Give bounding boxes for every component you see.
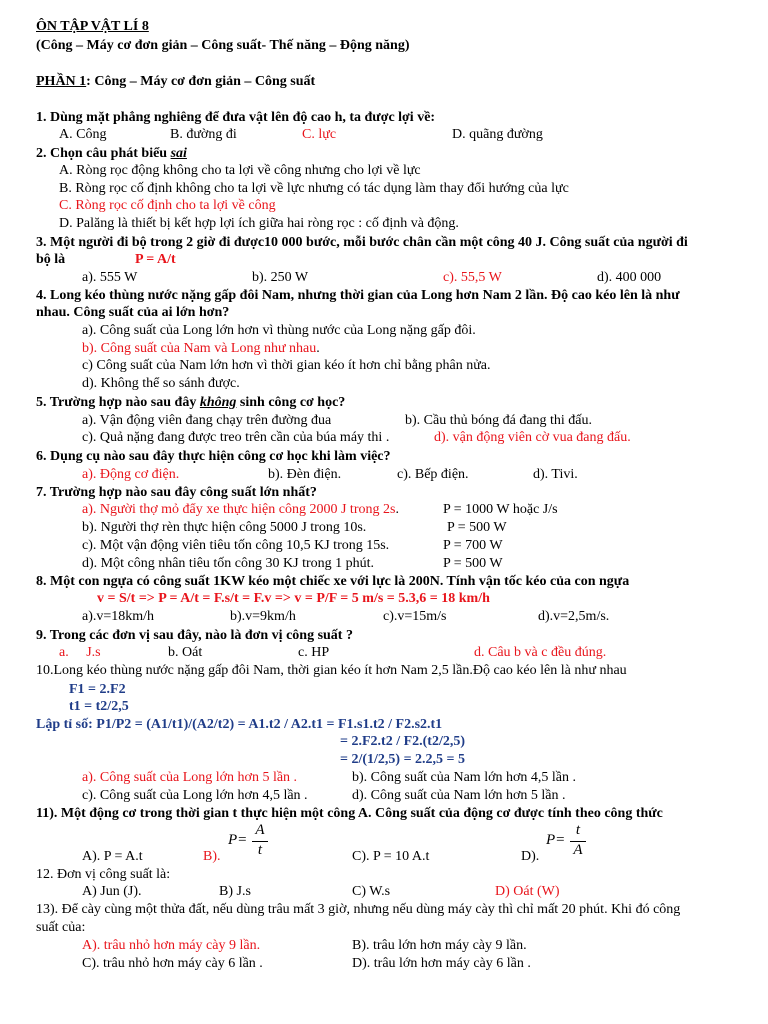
q7-option-a [82,501,399,518]
q7-option-b: b). Người thợ rèn thực hiện công 5000 J trong 10s. [82,520,367,535]
q7-stem: 7. Trường hợp nào sau đây công suất lớn nhất? [36,485,317,500]
q11-b-formula-numerator: A [255,822,265,838]
q10-ratio-line2: = 2.F2.t2 / F2.(t2/2,5) [340,734,466,749]
q6-option-a: a). Động cơ điện. [82,467,180,482]
q11-stem: 11). Một động cơ trong thời gian t thực hiện một công A. Công suất của động cơ được tính theo công thức [36,806,663,821]
q10-option-b: b). Công suất của Nam lớn hơn 4,5 lần . [352,770,576,785]
part-heading [36,73,315,90]
q11-d-formula-lhs: P= [546,832,566,848]
q3-stem-line2: bộ là [36,252,66,267]
q11-option-d-formula [546,822,590,862]
q10-given-t1: t1 = t2/2,5 [69,699,129,714]
q10-option-a: a). Công suất của Long lớn hơn 5 lần . [82,770,298,785]
q8-solution: v = S/t => P = A/t = F.s/t = F.v => v = P/F = 5 m/s = 5.3,6 = 18 km/h [97,591,490,606]
q7-option-d: d). Một công nhân tiêu tốn công 30 KJ trong 1 phút. [82,556,375,571]
q3-formula: P = A/t [135,252,176,267]
q13-option-b: B). trâu lớn hơn máy cày 9 lần. [352,938,527,953]
q3-option-d: d). 400 000 [597,270,662,285]
q11-option-a: A). P = A.t [82,849,143,864]
q4-option-b-tail: . [316,341,320,356]
q13-stem-line2: suất của: [36,920,86,935]
q5-option-b: b). Cầu thủ bóng đá đang thi đấu. [405,413,593,428]
q10-option-c: c). Công suất của Long lớn hơn 4,5 lần . [82,788,308,803]
q9-option-b: b. Oát [168,645,203,660]
q12-option-b: B) J.s [219,884,251,899]
q12-option-c: C) W.s [352,884,391,899]
q5-option-a: a). Vận động viên đang chạy trên đường đua [82,413,332,428]
q3-option-b: b). 250 W [252,270,309,285]
q5-stem [36,394,345,411]
q4-option-c: c) Công suất của Nam lớn hơn vì thời gian kéo ít hơn chỉ bằng phân nửa. [82,358,491,373]
q5-stem-post: sinh công cơ học? [236,395,346,410]
q2-option-c: C. Ròng rọc cố định cho ta lợi về công [59,198,276,213]
q2-option-d: D. Palăng là thiết bị kết hợp lợi ích giữa hai ròng rọc : cố định và động. [59,216,459,231]
q9-option-d: d. Câu b và c đều đúng. [474,645,607,660]
q5-option-d: d). vận động viên cờ vua đang đấu. [434,430,631,445]
page-title: ÔN TẬP VẬT LÍ 8 [36,19,149,34]
q8-stem: 8. Một con ngựa có công suất 1KW kéo một chiếc xe với lực là 200N. Tính vận tốc kéo của con ngựa [36,574,630,589]
q5-option-c: c). Quả nặng đang được treo trên cần của búa máy thi . [82,430,390,445]
q11-d-formula-denominator: A [573,842,583,858]
q8-option-d: d).v=2,5m/s. [538,609,610,624]
q13-stem-line1: 13). Để cày cùng một thửa đất, nếu dùng trâu mất 3 giờ, nhưng nếu dùng máy cày thì chỉ mất 20 phút. Khi đó công [36,902,681,917]
q4-option-b [82,340,320,357]
q2-option-b: B. Ròng rọc cố định không cho ta lợi về lực nhưng có tác dụng làm thay đổi hướng của lực [59,181,569,196]
q1-stem: 1. Dùng mặt phẳng nghiêng để đưa vật lên độ cao h, ta được lợi về: [36,110,436,125]
q3-option-c: c). 55,5 W [443,270,502,285]
q11-option-d: D). [521,849,540,864]
q7-option-d-power: P = 500 W [443,556,503,571]
q3-option-a: a). 555 W [82,270,138,285]
q4-option-a: a). Công suất của Long lớn hơn vì thùng nước của Long nặng gấp đôi. [82,323,476,338]
part-heading-rest: : Công – Máy cơ đơn giản – Công suất [86,74,316,89]
q4-option-d: d). Không thể so sánh được. [82,376,240,391]
q4-stem-line1: 4. Long kéo thùng nước nặng gấp đôi Nam, nhưng thời gian của Long hơn Nam 2 lần. Độ cao kéo lên là như [36,288,680,303]
q5-stem-pre: 5. Trường hợp nào sau đây [36,395,200,410]
q11-option-b-formula [228,822,272,862]
q7-option-c: c). Một vận động viên tiêu tốn công 10,5 KJ trong 15s. [82,538,390,553]
q1-option-a: A. Công [59,127,107,142]
q7-option-c-power: P = 700 W [443,538,503,553]
q9-option-a [59,644,101,661]
q8-option-b: b).v=9km/h [230,609,296,624]
q1-option-d: D. quãng đường [452,127,543,142]
q4-stem-line2: nhau. Công suất của ai lớn hơn? [36,305,230,320]
page-subtitle: (Công – Máy cơ đơn giản – Công suất- Thế năng – Động năng) [36,38,410,53]
q2-stem [36,145,187,162]
q11-option-c: C). P = 10 A.t [352,849,430,864]
q6-stem: 6. Dụng cụ nào sau đây thực hiện công cơ học khi làm việc? [36,449,391,464]
q7-option-a-text: a). Người thợ mỏ đẩy xe thực hiện công 2000 J trong 2s [82,502,396,517]
q11-b-formula-lhs: P= [228,832,248,848]
q10-stem: 10.Long kéo thùng nước nặng gấp đôi Nam, thời gian kéo ít hơn Nam 2,5 lần.Độ cao kéo lên là như nhau [36,663,627,678]
q2-option-a: A. Ròng rọc động không cho ta lợi về công nhưng cho lợi về lực [59,163,421,178]
q2-stem-text: 2. Chọn câu phát biểu [36,146,171,161]
q3-stem-line1: 3. Một người đi bộ trong 2 giờ đi được10 000 bước, mỗi bước chân cần một công 40 J. Công suất của người đi [36,235,688,250]
q10-given-f1: F1 = 2.F2 [69,682,126,697]
q13-option-a: A). trâu nhỏ hơn máy cày 9 lần. [82,938,261,953]
q11-option-b: B). [203,849,221,864]
q1-option-b: B. đường đi [170,127,237,142]
q7-option-b-power: P = 500 W [447,520,507,535]
q8-option-c: c).v=15m/s [383,609,447,624]
q11-b-formula-denominator: t [257,842,263,858]
q6-option-b: b). Đèn điện. [268,467,342,482]
part-label: PHẦN 1 [36,74,87,89]
q11-d-formula-numerator: t [575,822,581,838]
q9-option-a-text: a. J.s [59,645,101,660]
q10-option-d: d). Công suất của Nam lớn hơn 5 lần . [352,788,566,803]
q12-option-d: D) Oát (W) [495,884,560,899]
q10-ratio-line3: = 2/(1/2,5) = 2.2,5 = 5 [340,752,466,767]
q13-option-d: D). trâu lớn hơn máy cày 6 lần . [352,956,531,971]
q9-stem: 9. Trong các đơn vị sau đây, nào là đơn vị công suất ? [36,628,353,643]
q10-ratio-line1: Lập tỉ số: P1/P2 = (A1/t1)/(A2/t2) = A1.t2 / A2.t1 = F1.s1.t2 / F2.s2.t1 [36,717,443,732]
q13-option-c: C). trâu nhỏ hơn máy cày 6 lần . [82,956,263,971]
q1-option-c: C. lực [302,127,337,142]
q5-stem-emphasis: không [199,395,237,410]
q12-option-a: A) Jun (J). [82,884,142,899]
q4-option-b-text: b). Công suất của Nam và Long như nhau [82,341,317,356]
q6-option-d: d). Tivi. [533,467,578,482]
q2-stem-emphasis: sai [170,146,187,161]
q8-option-a: a).v=18km/h [82,609,155,624]
q7-option-a-power: P = 1000 W hoặc J/s [443,502,558,517]
q7-option-a-tail: . [395,502,399,517]
q9-option-c: c. HP [298,645,330,660]
q6-option-c: c). Bếp điện. [397,467,469,482]
q12-stem: 12. Đơn vị công suất là: [36,867,171,882]
